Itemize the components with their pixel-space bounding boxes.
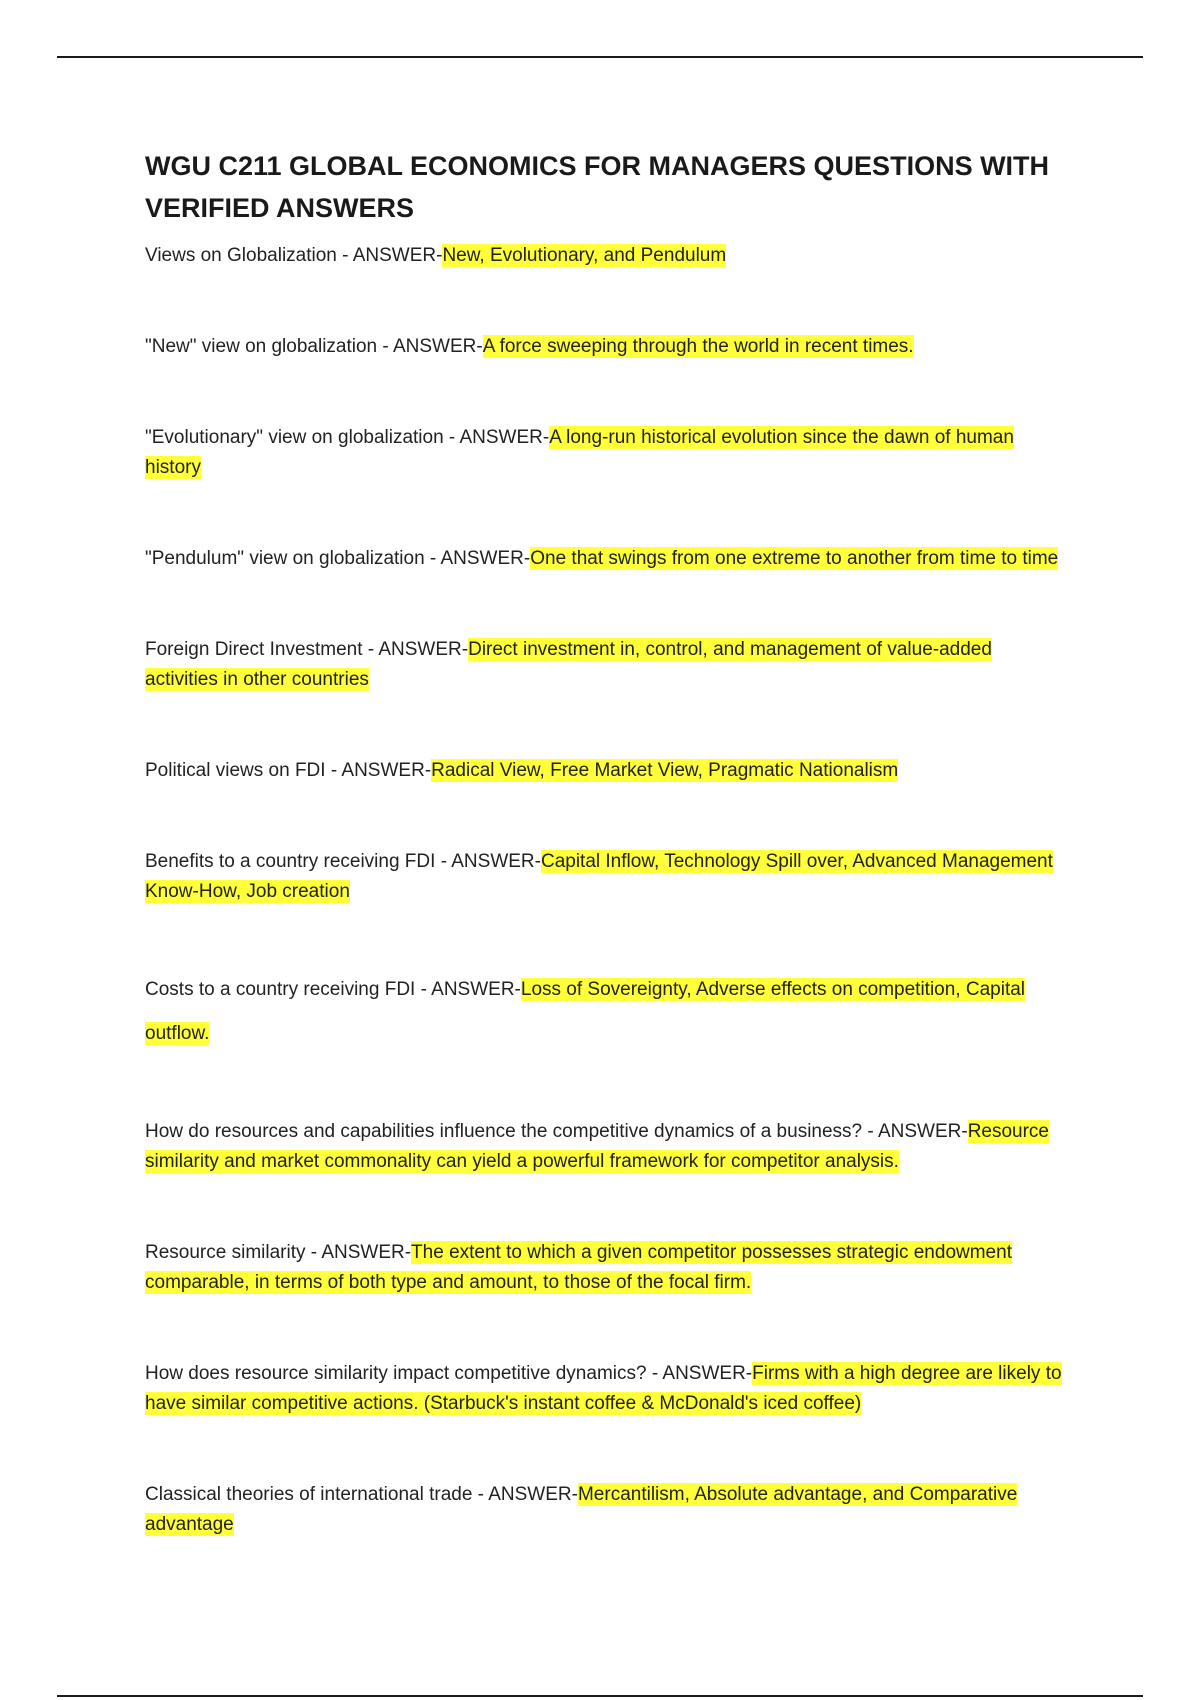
answer-separator: - ANSWER- — [325, 760, 432, 781]
answer-separator: - ANSWER- — [362, 639, 469, 660]
answer-separator: - ANSWER- — [424, 548, 531, 569]
qa-item — [145, 332, 1065, 362]
answer-highlight: Resource similarity and market commonality can yield a powerful framework for competitor analysis. — [145, 1121, 1050, 1172]
question-text: Benefits to a country receiving FDI — [145, 851, 436, 872]
qa-item — [145, 1117, 1065, 1177]
answer-separator: - ANSWER- — [646, 1363, 753, 1384]
question-text: How do resources and capabilities influence the competitive dynamics of a business? — [145, 1121, 863, 1142]
question-text: Costs to a country receiving FDI — [145, 979, 416, 1000]
qa-item — [145, 968, 1065, 1056]
question-text: Political views on FDI — [145, 760, 326, 781]
document-body — [145, 145, 1065, 1540]
qa-item — [145, 544, 1065, 574]
answer-separator: - ANSWER- — [415, 979, 521, 1000]
answer-separator: - ANSWER- — [377, 336, 483, 357]
bottom-rule — [57, 1695, 1143, 1697]
answer-highlight: Capital Inflow, Technology Spill over, Advanced Management Know-How, Job creation — [145, 851, 1053, 902]
qa-item — [145, 847, 1065, 907]
question-text: "New" view on globalization — [145, 336, 378, 357]
answer-separator: - ANSWER- — [435, 851, 541, 872]
answer-highlight: Firms with a high degree are likely to have similar competitive actions. (Starbuck's instant coffee & McDonald's iced coffee) — [145, 1363, 1062, 1414]
qa-item — [145, 635, 1065, 695]
document-title: WGU C211 GLOBAL ECONOMICS FOR MANAGERS QUESTIONS WITH VERIFIED ANSWERS — [145, 151, 1050, 223]
qa-item — [145, 1359, 1065, 1419]
answer-separator: - ANSWER- — [472, 1484, 578, 1505]
answer-separator: - ANSWER- — [305, 1242, 412, 1263]
answer-separator: - ANSWER- — [862, 1121, 968, 1142]
answer-highlight: The extent to which a given competitor possesses strategic endowment comparable, in terms of both type and amount, to those of the focal firm. — [145, 1242, 1012, 1293]
qa-item — [145, 1480, 1065, 1540]
answer-highlight: A long-run historical evolution since the dawn of human history — [145, 427, 1014, 478]
question-text: How does resource similarity impact competitive dynamics? — [145, 1363, 647, 1384]
question-text: Resource similarity — [145, 1242, 306, 1263]
answer-highlight: A force sweeping through the world in recent times. — [482, 336, 914, 357]
answer-highlight: Direct investment in, control, and management of value-added activities in other countries — [145, 639, 992, 690]
qa-item — [145, 423, 1065, 483]
answer-highlight: New, Evolutionary, and Pendulum — [442, 245, 727, 266]
answer-highlight: Loss of Sovereignty, Adverse effects on competition, Capital outflow. — [145, 979, 1026, 1044]
qa-item — [145, 241, 1065, 271]
qa-item — [145, 1238, 1065, 1298]
top-rule — [57, 56, 1143, 58]
qa-item — [145, 756, 1065, 786]
answer-highlight: Radical View, Free Market View, Pragmatic Nationalism — [431, 760, 899, 781]
answer-separator: - ANSWER- — [336, 245, 443, 266]
question-text: Classical theories of international trade — [145, 1484, 473, 1505]
answer-separator: - ANSWER- — [443, 427, 550, 448]
question-text: "Evolutionary" view on globalization — [145, 427, 444, 448]
answer-highlight: One that swings from one extreme to another from time to time — [530, 548, 1059, 569]
answer-highlight: Mercantilism, Absolute advantage, and Comparative advantage — [145, 1484, 1018, 1535]
question-text: "Pendulum" view on globalization — [145, 548, 425, 569]
question-text: Foreign Direct Investment — [145, 639, 363, 660]
question-text: Views on Globalization — [145, 245, 337, 266]
